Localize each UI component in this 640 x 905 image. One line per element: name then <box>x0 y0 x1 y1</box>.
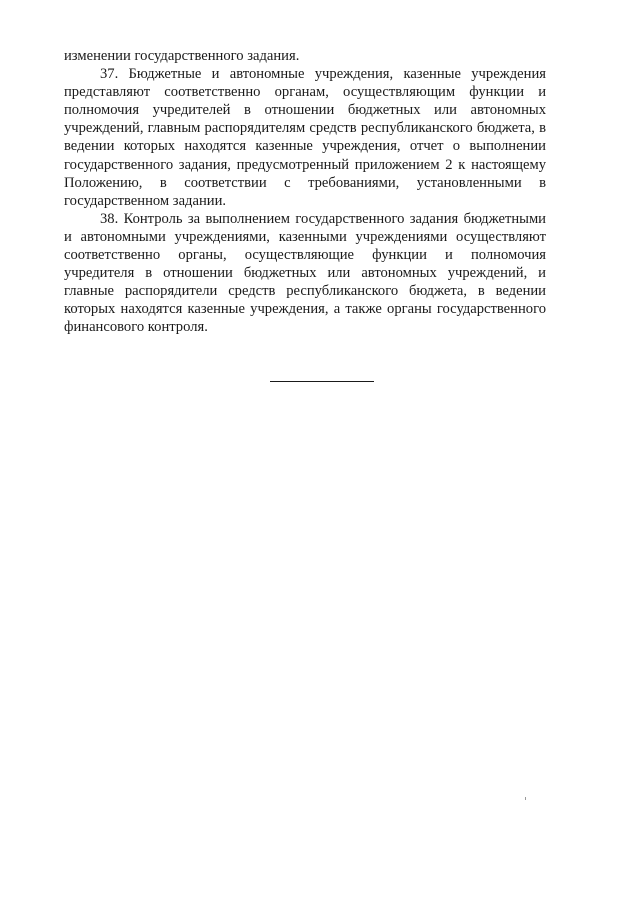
paragraph-37: 37. Бюджетные и автономные учреждения, казенные учреждения представляют соответственно органам, осуществляющим функции и полномочия учредителей в отношении бюджетных или автономных учреждений, главным распорядителям средств республиканского бюджета, в ведении которых находятся казенные учреждения, отчет о выполнении государственного задания, предусмотренный приложением 2 к настоящему Положению, в соответствии с требованиями, установленными в государственном задании. <box>64 66 546 209</box>
document-body <box>64 47 546 337</box>
end-divider-line <box>270 381 374 382</box>
scan-mark <box>525 797 526 800</box>
continuation-line: изменении государственного задания. <box>64 48 300 64</box>
paragraph-38: 38. Контроль за выполнением государственного задания бюджетными и автономными учреждениями, казенными учреждениями осуществляют соответственно органы, осуществляющие функции и полномочия учредителя в отношении бюджетных или автономных учреждений, и главные распорядители средств республиканского бюджета, в ведении которых находятся казенные учреждения, а также органы государственного финансового контроля. <box>64 210 546 336</box>
